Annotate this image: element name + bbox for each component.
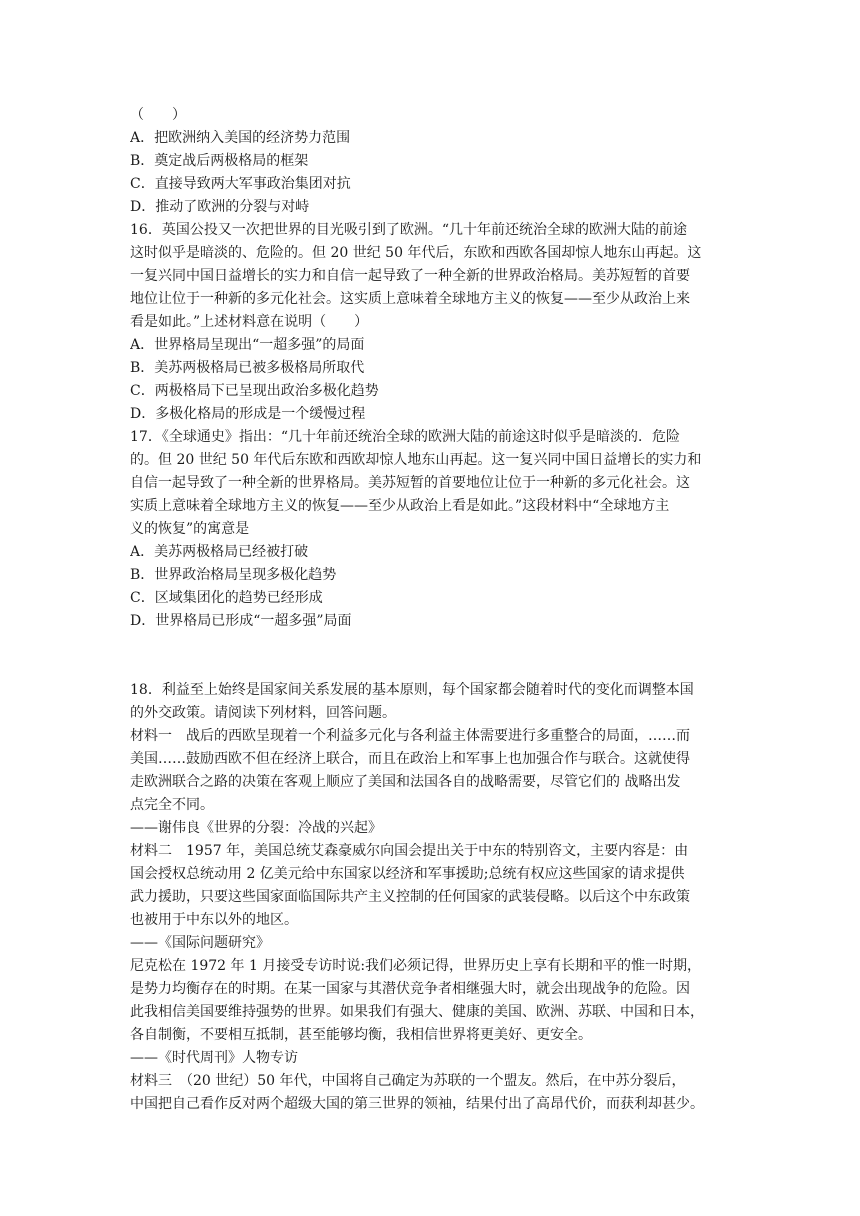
material-1-line: 美国……鼓励西欧不但在经济上联合，而且在政治上和军事上也加强合作与联合。这就使得 xyxy=(130,751,690,767)
material-2-line: 武力援助，只要这些国家面临国际共产主义控制的任何国家的武装侵略。以后这个中东政策 xyxy=(130,889,690,905)
material-2-source: ——《国际问题研究》 xyxy=(130,935,270,951)
question-17-line: 自信一起导致了一种全新的世界格局。美苏短暂的首要地位让位于一种新的多元化社会。这 xyxy=(130,475,690,491)
question-16-line: 地位让位于一种新的多元化社会。这实质上意味着全球地方主义的恢复——至少从政治上来 xyxy=(130,291,690,307)
material-2-line: 国会授权总统动用 2 亿美元给中东国家以经济和军事援助;总统有权应这些国家的请求提供 xyxy=(130,866,685,882)
material-3-line: 材料三 （20 世纪）50 年代，中国将自己确定为苏联的一个盟友。然后，在中苏分裂后， xyxy=(130,1073,686,1089)
question-17-line: 实质上意味着全球地方主义的恢复——至少从政治上看是如此。”这段材料中“全球地方主 xyxy=(130,498,670,514)
question-17-option-c: C．区域集团化的趋势已经形成 xyxy=(130,590,323,606)
option-b: B．奠定战后两极格局的框架 xyxy=(130,153,309,169)
answer-blank: （ ） xyxy=(130,107,186,123)
question-16-line: 一复兴同中国日益增长的实力和自信一起导致了一种全新的世界政治格局。美苏短暂的首要 xyxy=(130,268,690,284)
document-page xyxy=(130,104,730,1116)
material-1-line: 走欧洲联合之路的决策在客观上顺应了美国和法国各自的战略需要，尽管它们的 战略出发 xyxy=(130,774,681,790)
question-18-line: 18．利益至上始终是国家间关系发展的基本原则，每个国家都会随着时代的变化而调整本国 xyxy=(130,682,694,698)
question-16-line: 看是如此。”上述材料意在说明（ ） xyxy=(130,314,369,330)
question-18 xyxy=(130,679,730,1116)
question-16-option-b: B．美苏两极格局已被多极格局所取代 xyxy=(130,360,365,376)
question-16-option-c: C．两极格局下已呈现出政治多极化趋势 xyxy=(130,383,379,399)
question-17-option-a: A．美苏两极格局已经被打破 xyxy=(130,544,309,560)
nixon-quote-line: 此我相信美国要维持强势的世界。如果我们有强大、健康的美国、欧洲、苏联、中国和日本， xyxy=(130,1004,704,1020)
section-gap xyxy=(130,633,730,679)
material-2-line: 也被用于中东以外的地区。 xyxy=(130,912,298,928)
material-1-line: 材料一 战后的西欧呈现着一个利益多元化与各利益主体需要进行多重整合的局面，……而 xyxy=(130,728,690,744)
previous-question-tail xyxy=(130,104,730,219)
question-17-line: 的。但 20 世纪 50 年代后东欧和西欧却惊人地东山再起。这一复兴同中国日益增长的实力和 xyxy=(130,452,702,468)
option-a: A．把欧洲纳入美国的经济势力范围 xyxy=(130,130,351,146)
question-17-line: 义的恢复”的寓意是 xyxy=(130,521,250,537)
option-d: D．推动了欧洲的分裂与对峙 xyxy=(130,199,310,215)
question-16 xyxy=(130,219,730,426)
question-17 xyxy=(130,426,730,633)
option-c: C．直接导致两大军事政治集团对抗 xyxy=(130,176,351,192)
question-16-line: 16．英国公投又一次把世界的目光吸引到了欧洲。“几十年前还统治全球的欧洲大陆的前途 xyxy=(130,222,687,238)
question-16-option-d: D．多极化格局的形成是一个缓慢过程 xyxy=(130,406,366,422)
material-3-line: 中国把自己看作反对两个超级大国的第三世界的领袖，结果付出了高昂代价，而获利却甚少。 xyxy=(130,1096,704,1112)
question-18-line: 的外交政策。请阅读下列材料，回答问题。 xyxy=(130,705,396,721)
question-16-option-a: A．世界格局呈现出“一超多强”的局面 xyxy=(130,337,365,353)
nixon-quote-line: 各自制衡，不要相互抵制，甚至能够均衡，我相信世界将更美好、更安全。 xyxy=(130,1027,592,1043)
material-1-source: ——谢伟良《世界的分裂：冷战的兴起》 xyxy=(130,820,382,836)
question-17-option-d: D．世界格局已形成“一超多强”局面 xyxy=(130,613,352,629)
question-17-line: 17．《全球通史》指出：“几十年前还统治全球的欧洲大陆的前途这时似乎是暗淡的．危险 xyxy=(130,429,680,445)
nixon-quote-line: 尼克松在 1972 年 1 月接受专访时说:我们必须记得，世界历史上享有长期和平的惟一时期， xyxy=(130,958,702,974)
question-17-option-b: B．世界政治格局呈现多极化趋势 xyxy=(130,567,337,583)
nixon-quote-line: 是势力均衡存在的时期。在某一国家与其潜伏竞争者相继强大时，就会出现战争的危险。因 xyxy=(130,981,690,997)
material-1-line: 点完全不同。 xyxy=(130,797,214,813)
material-2-line: 材料二 1957 年，美国总统艾森豪威尔向国会提出关于中东的特别咨文，主要内容是：由 xyxy=(130,843,689,859)
nixon-quote-source: ——《时代周刊》人物专访 xyxy=(130,1050,298,1066)
question-16-line: 这时似乎是暗淡的、危险的。但 20 世纪 50 年代后，东欧和西欧各国却惊人地东山再起。这 xyxy=(130,245,702,261)
